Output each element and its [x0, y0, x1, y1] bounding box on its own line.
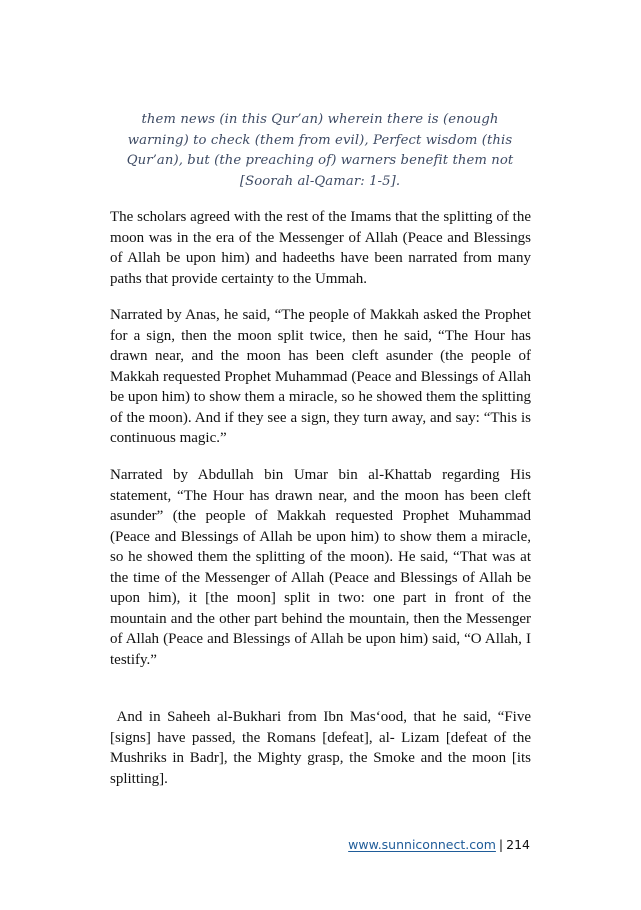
quote-line: them news (in this Qur’an) wherein there is (enough — [141, 112, 499, 127]
paragraph-scholars-agreement — [110, 207, 531, 289]
paragraph-text: And in Saheeh al-Bukhari from Ibn Mas‘ood, that he said, “Five [signs] have passed, the Romans [defeat], al- Lizam [defeat of the Mushriks in Badr], the Mighty grasp, the Smoke and the moon [its splitting]. — [110, 709, 531, 787]
paragraph-narration-anas — [110, 305, 531, 449]
quote-line: Qur’an), but (the preaching of) warners benefit them not — [126, 153, 514, 168]
footer-separator: | — [498, 837, 504, 852]
website-link[interactable]: www.sunniconnect.com — [348, 837, 496, 852]
paragraph-text: Narrated by Abdullah bin Umar bin al-Khattab regarding His statement, “The Hour has drawn near, and the moon has been cleft asunder” (the people of Makkah requested Prophet Muhammad (Peace and Blessings of Allah be upon him) to show them a miracle, so he showed them the splitting of the moon). He said, “That was at the time of the Messenger of Allah (Peace and Blessings of Allah be upon him), it [the moon] split in two: one part in front of the mountain and the other part behind the mountain, then the Messenger of Allah (Peace and Blessings of Allah be upon him) said, “O Allah, I testify.” — [110, 467, 531, 668]
paragraph-text: Narrated by Anas, he said, “The people of Makkah asked the Prophet for a sign, then the moon split twice, then he said, “The Hour has drawn near, and the moon has been cleft asunder (the people of Makkah requested Prophet Muhammad (Peace and Blessings of Allah be upon him) to show them a miracle, so he showed them the splitting of the moon). And if they see a sign, they turn away, and say: “This is continuous magic.” — [110, 307, 531, 446]
page-number: 214 — [506, 837, 530, 852]
quote-line: warning) to check (them from evil), Perfect wisdom (this — [127, 132, 513, 148]
paragraph-text: The scholars agreed with the rest of the Imams that the splitting of the moon was in the era of the Messenger of Allah (Peace and Blessings of Allah be upon him) and hadeeths have been narrated from many paths that provide certainty to the Ummah. — [110, 209, 531, 287]
quote-citation: [Soorah al-Qamar: 1-5]. — [239, 173, 401, 189]
paragraph-bukhari — [110, 707, 531, 789]
paragraph-narration-abdullah — [110, 465, 531, 670]
quran-quote — [110, 110, 530, 192]
page-footer — [348, 837, 530, 852]
